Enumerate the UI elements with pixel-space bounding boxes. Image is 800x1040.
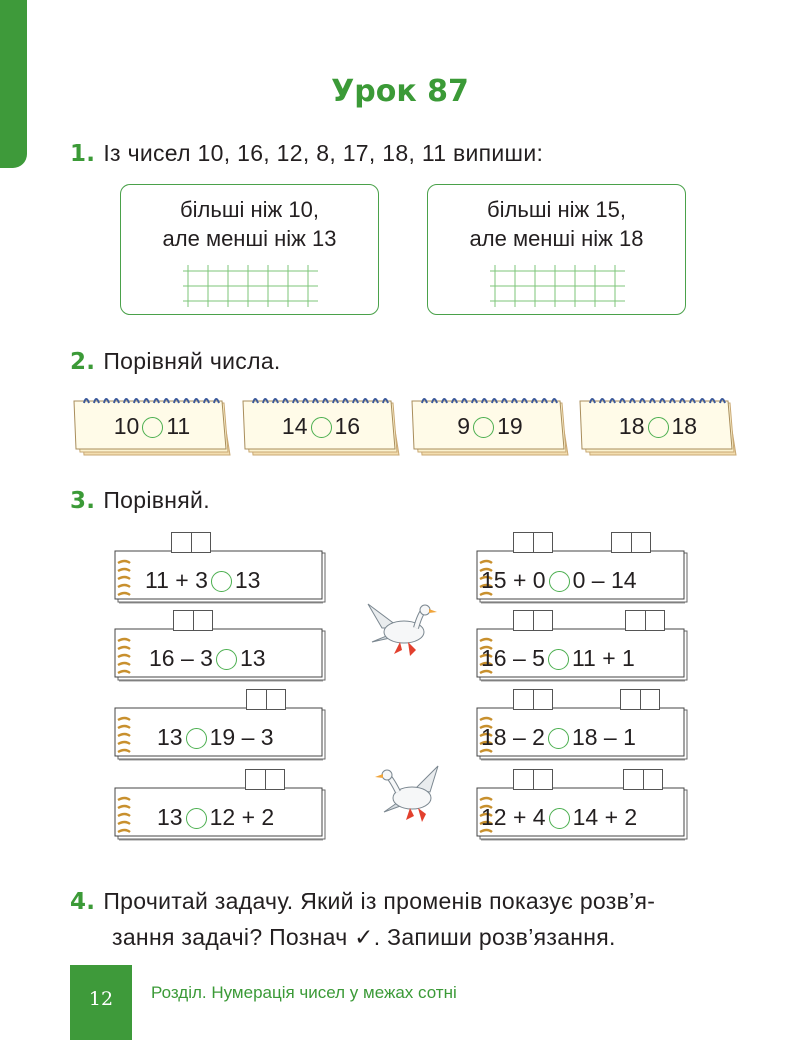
comparison [481, 567, 637, 594]
box-2-line-2: але менші ніж 18 [469, 226, 644, 251]
expression-right: 13 [234, 567, 261, 593]
expression-card [113, 706, 323, 760]
task-2-number: 2. [70, 349, 96, 375]
task-2 [70, 348, 281, 375]
expression-card [113, 627, 323, 681]
compare-circle[interactable] [311, 417, 332, 438]
comparison [578, 413, 738, 440]
expression-left: 13 [157, 724, 183, 750]
expression-right: 11 + 1 [571, 645, 635, 671]
box-2-line-1: більші ніж 15, [487, 197, 626, 222]
expression-left: 12 + 4 [481, 804, 546, 830]
task-4 [70, 884, 655, 955]
answer-slot[interactable] [513, 769, 553, 790]
calendar-card [410, 391, 570, 460]
task-3 [70, 487, 210, 514]
answer-grid-1[interactable] [183, 265, 318, 307]
expression-card [475, 627, 685, 681]
expression-right: 0 – 14 [572, 567, 637, 593]
comparison [241, 413, 401, 440]
comparison [410, 413, 570, 440]
spiral-binding-icon [116, 635, 132, 677]
compare-circle[interactable] [548, 728, 569, 749]
spiral-binding-icon [116, 714, 132, 756]
task-4-line-2: зання задачі? Познач ✓. Запиши розв’язання. [112, 924, 616, 950]
calendar-card [241, 391, 401, 460]
task-3-number: 3. [70, 488, 96, 514]
comparison [481, 645, 635, 672]
compare-circle[interactable] [186, 728, 207, 749]
answer-slot[interactable] [625, 610, 665, 631]
spiral-binding-icon [116, 794, 132, 836]
answer-slot[interactable] [513, 610, 553, 631]
expression-right: 19 – 3 [209, 724, 274, 750]
answer-slot[interactable] [513, 689, 553, 710]
task-1-number: 1. [70, 141, 96, 167]
number-left: 9 [457, 413, 471, 439]
task-4-line-1: Прочитай задачу. Який із променів показує розв’я- [103, 888, 656, 914]
comparison [149, 645, 266, 672]
expression-left: 16 – 3 [149, 645, 213, 671]
compare-circle[interactable] [548, 649, 569, 670]
expression-left: 18 – 2 [481, 724, 545, 750]
flying-goose-illustration [360, 598, 438, 660]
compare-circle[interactable] [473, 417, 494, 438]
comparison [157, 724, 274, 751]
expression-card [475, 549, 685, 603]
answer-slot[interactable] [246, 689, 286, 710]
comparison [145, 567, 260, 594]
answer-slot[interactable] [171, 532, 211, 553]
number-right: 16 [334, 413, 361, 439]
answer-grid-2[interactable] [490, 265, 625, 307]
number-left: 10 [113, 413, 140, 439]
answer-slot[interactable] [173, 610, 213, 631]
expression-card [113, 549, 323, 603]
compare-circle[interactable] [142, 417, 163, 438]
expression-left: 11 + 3 [145, 567, 208, 593]
comparison [481, 804, 637, 831]
number-left: 18 [618, 413, 645, 439]
expression-left: 16 – 5 [481, 645, 545, 671]
compare-circle[interactable] [211, 571, 232, 592]
comparison [157, 804, 274, 831]
expression-right: 18 – 1 [571, 724, 636, 750]
expression-card [113, 786, 323, 840]
box-1-line-2: але менші ніж 13 [162, 226, 337, 251]
compare-circle[interactable] [648, 417, 669, 438]
number-right: 19 [497, 413, 523, 439]
spiral-binding-icon [116, 557, 132, 599]
task-1-text: Із чисел 10, 16, 12, 8, 17, 18, 11 випиши: [103, 140, 544, 166]
number-right: 18 [671, 413, 698, 439]
number-right: 11 [166, 413, 191, 439]
task-3-text: Порівняй. [103, 487, 210, 513]
lesson-title: Урок 87 [331, 74, 469, 109]
compare-circle[interactable] [549, 571, 570, 592]
number-left: 14 [281, 413, 308, 439]
expression-right: 14 + 2 [572, 804, 638, 830]
answer-slot[interactable] [623, 769, 663, 790]
expression-card [475, 706, 685, 760]
expression-card [475, 786, 685, 840]
answer-slot[interactable] [620, 689, 660, 710]
expression-right: 13 [239, 645, 266, 671]
compare-circle[interactable] [216, 649, 237, 670]
section-title: Розділ. Нумерація чисел у межах сотні [151, 983, 457, 1002]
box-1-line-1: більші ніж 10, [180, 197, 319, 222]
task-2-text: Порівняй числа. [103, 348, 281, 374]
task-1 [70, 140, 543, 167]
answer-slot[interactable] [513, 532, 553, 553]
comparison [72, 413, 232, 440]
expression-left: 13 [157, 804, 183, 830]
comparison [481, 724, 636, 751]
compare-circle[interactable] [186, 808, 207, 829]
condition-box-1 [120, 184, 379, 315]
calendar-card [72, 391, 232, 460]
flying-goose-illustration [374, 762, 448, 824]
expression-right: 12 + 2 [209, 804, 275, 830]
condition-box-2 [427, 184, 686, 315]
page-number: 12 [88, 988, 114, 1010]
answer-slot[interactable] [245, 769, 285, 790]
task-4-number: 4. [70, 889, 96, 915]
answer-slot[interactable] [611, 532, 651, 553]
calendar-card [578, 391, 738, 460]
compare-circle[interactable] [549, 808, 570, 829]
expression-left: 15 + 0 [481, 567, 546, 593]
